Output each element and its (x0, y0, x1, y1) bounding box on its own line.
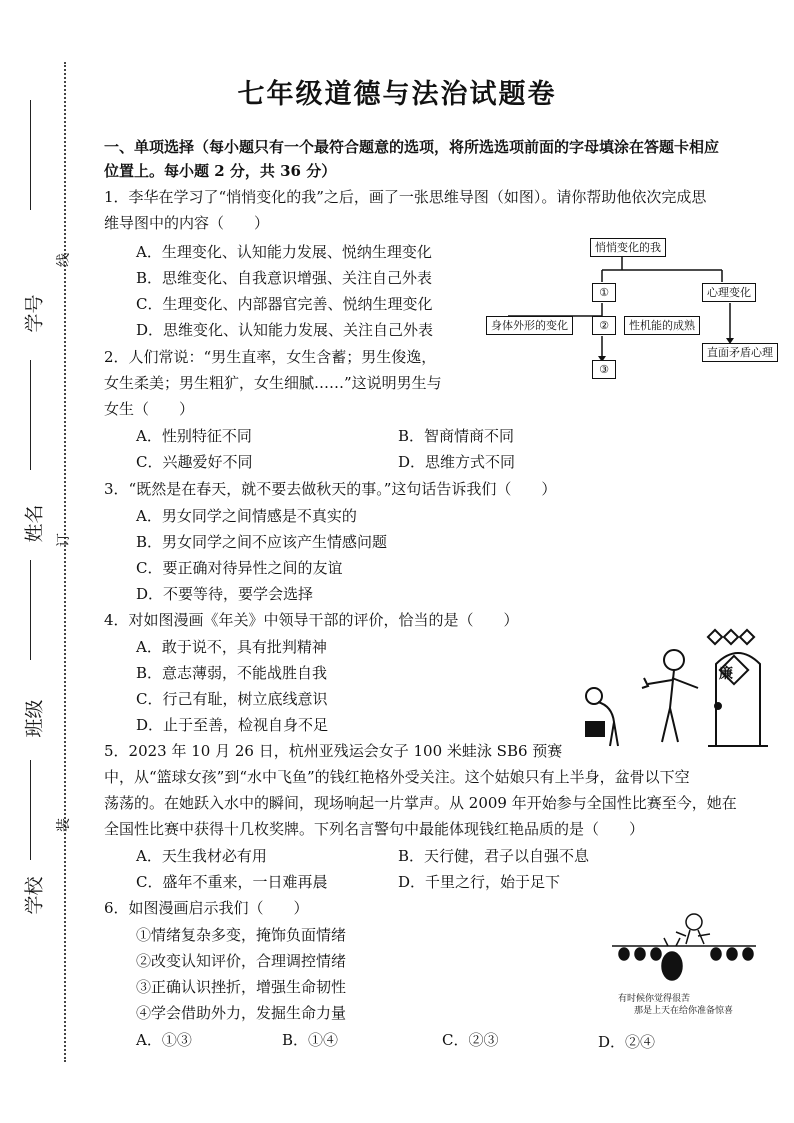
q6-option-b[interactable]: B．①④ (282, 1031, 339, 1049)
ding-mark: 订 (56, 533, 72, 547)
q5-option-a[interactable]: A．天生我材必有用 (136, 847, 267, 865)
q6-cartoon (606, 908, 766, 992)
class-label: 班级 (23, 699, 46, 738)
map-psych-change: 心理变化 (702, 283, 756, 302)
q4-cartoon-sign: 廉 (719, 666, 733, 682)
q6-option-a[interactable]: A．①③ (136, 1031, 192, 1049)
q4-option-a[interactable]: A．敢于说不，具有批判精神 (136, 638, 327, 656)
zhuang-mark: 装 (56, 818, 72, 832)
map-node-3: ③ (592, 360, 616, 379)
page-title: 七年级道德与法治试题卷 (237, 79, 557, 110)
school-underline (30, 760, 31, 860)
student-id-underline (30, 100, 31, 210)
q1-stem-line1: 1．李华在学习了“悄悄变化的我”之后，画了一张思维导图（如图）。请你帮助他依次完成思 (104, 188, 707, 206)
binding-dotted-line (64, 62, 66, 1062)
name-underline (30, 360, 31, 470)
q1-stem-line2: 维导图中的内容（ ） (104, 214, 270, 232)
class-underline (30, 560, 31, 660)
q6-cartoon-caption-line1: 有时候你觉得很苦 (618, 994, 691, 1004)
q5-option-b[interactable]: B．天行健，君子以自强不息 (398, 847, 590, 865)
map-sex-maturity: 性机能的成熟 (624, 316, 700, 335)
q2-option-c[interactable]: C．兴趣爱好不同 (136, 453, 253, 471)
q6-item-3: ③正确认识挫折，增强生命韧性 (136, 978, 347, 996)
q1-option-b[interactable]: B．思维变化、自我意识增强、关注自己外表 (136, 269, 433, 287)
q6-item-2: ②改变认知评价，合理调控情绪 (136, 952, 347, 970)
map-node-1: ① (592, 283, 616, 302)
map-body-shape: 身体外形的变化 (486, 316, 573, 335)
student-id-label: 学号 (23, 294, 46, 333)
section1-heading-line2: 位置上。每小题 2 分，共 36 分） (104, 162, 337, 180)
q1-option-a[interactable]: A．生理变化、认知能力发展、悦纳生理变化 (136, 243, 432, 261)
q2-stem-line1: 2．人们常说：“男生直率，女生含蓄；男生俊逸， (104, 348, 437, 366)
q6-stem: 6．如图漫画启示我们（ ） (104, 899, 309, 917)
q2-stem-line3: 女生（ ） (104, 400, 195, 418)
q4-option-c[interactable]: C．行己有耻，树立底线意识 (136, 690, 328, 708)
line-mark: 线 (56, 253, 72, 267)
map-conflict: 直面矛盾心理 (702, 343, 778, 362)
map-root: 悄悄变化的我 (590, 238, 666, 257)
q5-stem-line1: 5．2023 年 10 月 26 日，杭州亚残运会女子 100 米蛙泳 SB6 预赛 (104, 742, 563, 760)
q2-option-a[interactable]: A．性别特征不同 (136, 427, 252, 445)
q4-option-d[interactable]: D．止于至善，检视自身不足 (136, 716, 329, 734)
q6-option-c[interactable]: C．②③ (442, 1031, 499, 1049)
q3-stem: 3．“既然是在春天，就不要去做秋天的事。”这句话告诉我们（ ） (104, 480, 557, 498)
q1-option-d[interactable]: D．思维变化、认知能力发展、关注自己外表 (136, 321, 434, 339)
q6-item-4: ④学会借助外力，发掘生命力量 (136, 1004, 347, 1022)
q3-option-c[interactable]: C．要正确对待异性之间的友谊 (136, 559, 343, 577)
q3-option-a[interactable]: A．男女同学之间情感是不真实的 (136, 507, 357, 525)
q4-option-b[interactable]: B．意志薄弱，不能战胜自我 (136, 664, 328, 682)
q3-option-d[interactable]: D．不要等待，要学会选择 (136, 585, 314, 603)
q5-stem-line2: 中，从“篮球女孩”到“水中飞鱼”的钱红艳格外受关注。这个姑娘只有上半身，盆骨以下空 (104, 768, 690, 786)
q2-option-d[interactable]: D．思维方式不同 (398, 453, 516, 471)
q2-option-b[interactable]: B．智商情商不同 (398, 427, 515, 445)
q1-option-c[interactable]: C．生理变化、内部器官完善、悦纳生理变化 (136, 295, 433, 313)
q4-stem: 4．对如图漫画《年关》中领导干部的评价，恰当的是（ ） (104, 611, 519, 629)
q3-option-b[interactable]: B．男女同学之间不应该产生情感问题 (136, 533, 388, 551)
q4-cartoon (578, 628, 778, 750)
q6-option-d[interactable]: D．②④ (598, 1033, 656, 1051)
q6-cartoon-caption-line2: 那是上天在给你准备惊喜 (634, 1006, 734, 1016)
q6-item-1: ①情绪复杂多变，掩饰负面情绪 (136, 926, 347, 944)
q5-option-d[interactable]: D．千里之行，始于足下 (398, 873, 561, 891)
q5-option-c[interactable]: C．盛年不重来，一日难再晨 (136, 873, 328, 891)
map-node-2: ② (592, 316, 616, 335)
school-label: 学校 (23, 876, 46, 915)
section1-heading-line1: 一、单项选择（每小题只有一个最符合题意的选项，将所选选项前面的字母填涂在答题卡相应 (104, 138, 720, 156)
q5-stem-line4: 全国性比赛中获得十几枚奖牌。下列名言警句中最能体现钱红艳品质的是（ ） (104, 820, 645, 838)
q2-stem-line2: 女生柔美；男生粗犷，女生细腻……”这说明男生与 (104, 374, 442, 392)
q5-stem-line3: 荡荡的。在她跃入水中的瞬间，现场响起一片掌声。从 2009 年开始参与全国性比赛至今，她在 (104, 794, 737, 812)
name-label: 姓名 (23, 504, 46, 543)
